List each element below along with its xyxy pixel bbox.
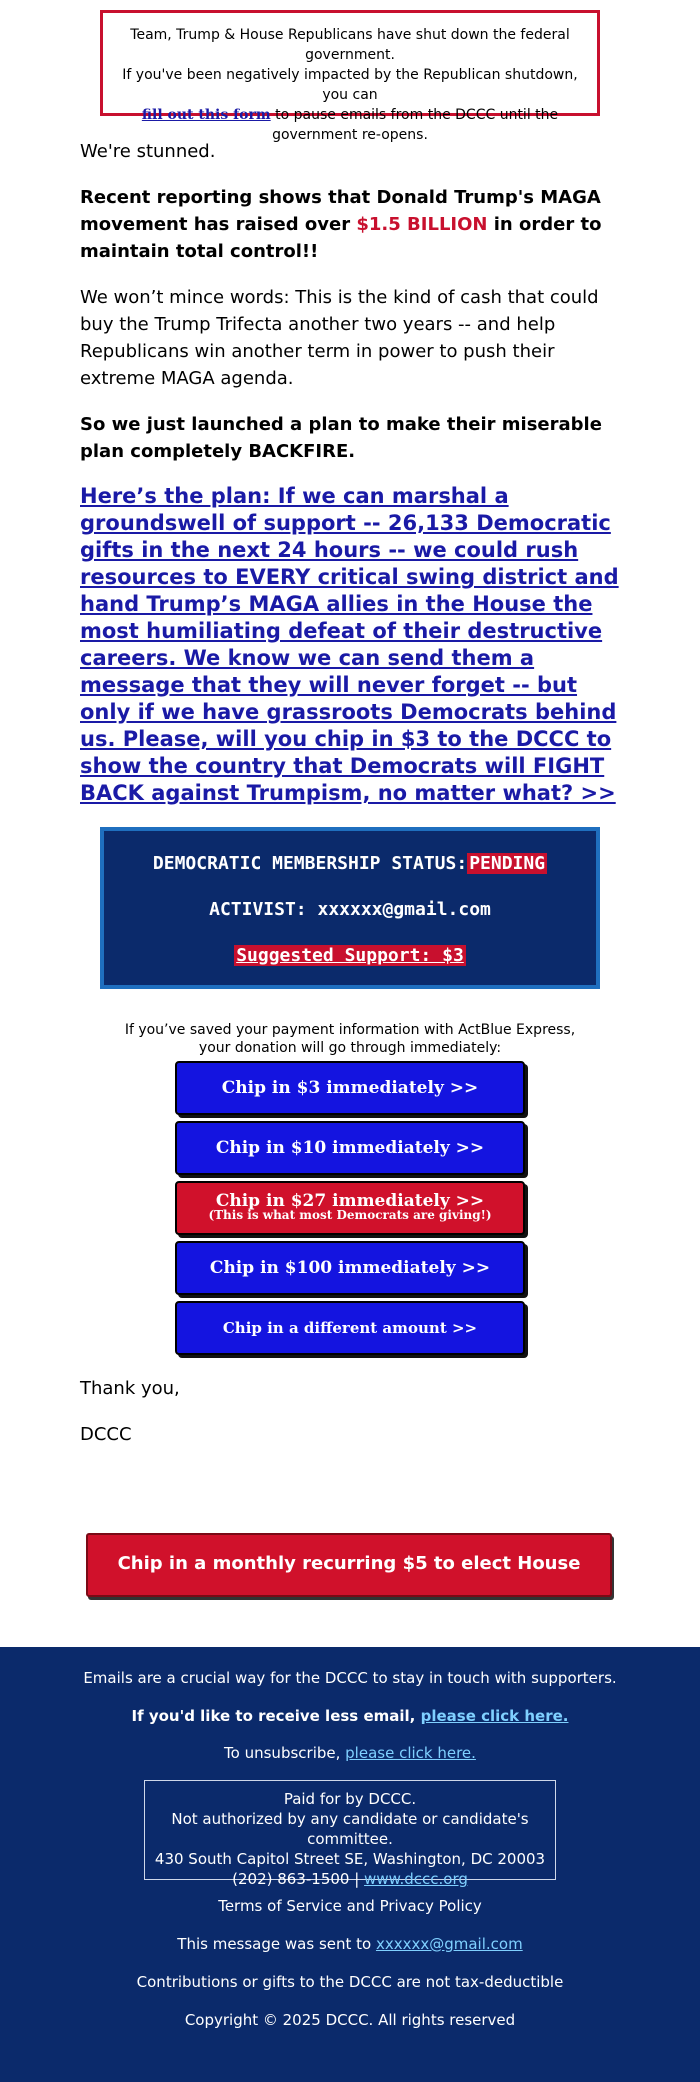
paragraph-reporting	[80, 184, 620, 265]
status-label: DEMOCRATIC MEMBERSHIP STATUS:	[152, 853, 468, 874]
suggested-support-link[interactable]: Suggested Support: $3	[236, 945, 464, 966]
reporting-text-a: Recent reporting shows that Donald Trump's MAGA movement has raised over	[80, 187, 601, 235]
phone-line	[145, 1869, 555, 1889]
terms-link[interactable]: Terms of Service and Privacy Policy	[218, 1897, 482, 1915]
paid-for-line: Paid for by DCCC.	[283, 1790, 417, 1808]
status-badge: PENDING	[469, 853, 546, 874]
sent-to-email-link[interactable]: xxxxxx@gmail.com	[375, 1935, 523, 1953]
copyright: Copyright © 2025 DCCC. All rights reserved	[184, 2011, 516, 2029]
saved-line2: your donation will go through immediately:	[198, 1040, 502, 1056]
donate-10-button[interactable]: Chip in $10 immediately >>	[175, 1121, 525, 1175]
notice-line2: If you've been negatively impacted by the Republican shutdown, you can	[122, 67, 578, 103]
website-link[interactable]: www.dccc.org	[364, 1870, 468, 1888]
donate-27-label: Chip in $27 immediately >>	[215, 1191, 485, 1211]
unsubscribe-link[interactable]: please click here.	[345, 1744, 476, 1762]
monthly-recurring-button[interactable]: Chip in a monthly recurring $5 to elect House Dems >>	[86, 1533, 612, 1597]
thank-you: Thank you,	[80, 1378, 180, 1399]
reporting-text-b: in order to maintain total control!!	[80, 214, 602, 262]
signature: DCCC	[80, 1424, 132, 1445]
paragraph-backfire: So we just launched a plan to make their miserable plan completely BACKFIRE.	[80, 414, 602, 462]
plan-link[interactable]: Here’s the plan: If we can marshal a groundswell of support -- 26,133 Democratic gifts in the next 24 hours -- we could rush resources to EVERY critical swing district and hand Trump’s MAGA allies in the House the most humiliating defeat of their destructive careers. We know we can send them a message that they will never forget -- but only if we have grassroots Democrats behind us. Please, will you chip in $3 to the DCCC to show the country that Democrats will FIGHT BACK against Trumpism, no matter what? >>	[80, 484, 619, 805]
donate-27-button[interactable]	[175, 1181, 525, 1235]
donate-other-amount-button[interactable]: Chip in a different amount >>	[175, 1301, 525, 1355]
fill-out-form-link[interactable]: fill out this form	[141, 107, 271, 123]
sent-to-line	[0, 1934, 700, 1954]
paragraph-stunned: We're stunned.	[80, 141, 216, 162]
activist-email: xxxxxx@gmail.com	[317, 899, 491, 920]
activist-label: ACTIVIST:	[209, 899, 318, 920]
donate-27-sublabel: (This is what most Democrats are giving!)	[208, 1208, 492, 1222]
less-email-link[interactable]: please click here.	[420, 1707, 569, 1725]
address-line: 430 South Capitol Street SE, Washington, DC 20003	[154, 1850, 546, 1868]
less-email-text: If you'd like to receive less email,	[131, 1707, 421, 1725]
less-email-line	[0, 1706, 700, 1726]
activist-row	[104, 897, 596, 943]
support-row	[104, 943, 596, 989]
footer	[0, 1647, 700, 2082]
paragraph-mince-words: We won’t mince words: This is the kind of cash that could buy the Trump Trifecta another two years -- and help Republicans win another term in power to push their extreme MAGA agenda.	[80, 287, 599, 389]
phone-text: (202) 863-1500 |	[232, 1870, 365, 1888]
shutdown-notice	[100, 10, 600, 143]
notice-line1: Team, Trump & House Republicans have shut down the federal government.	[130, 27, 570, 63]
paid-for-box	[144, 1780, 556, 1888]
unsubscribe-line	[0, 1743, 700, 1763]
not-authorized-line: Not authorized by any candidate or candidate's committee.	[171, 1810, 529, 1848]
membership-status-box	[100, 827, 600, 989]
email-body	[80, 138, 620, 807]
sent-to-text: This message was sent to	[177, 1935, 376, 1953]
money-highlight: $1.5 BILLION	[356, 214, 488, 235]
saved-line1: If you’ve saved your payment information with ActBlue Express,	[124, 1022, 576, 1038]
notice-line3-text: to pause emails from the DCCC until the government re-opens.	[272, 107, 559, 143]
donate-3-button[interactable]: Chip in $3 immediately >>	[175, 1061, 525, 1115]
status-row	[104, 851, 596, 897]
donate-100-button[interactable]: Chip in $100 immediately >>	[175, 1241, 525, 1295]
tax-note: Contributions or gifts to the DCCC are not tax-deductible	[136, 1973, 564, 1991]
unsubscribe-text: To unsubscribe,	[224, 1744, 346, 1762]
footer-intro: Emails are a crucial way for the DCCC to stay in touch with supporters.	[83, 1669, 617, 1687]
saved-payment-note	[0, 1021, 700, 1057]
